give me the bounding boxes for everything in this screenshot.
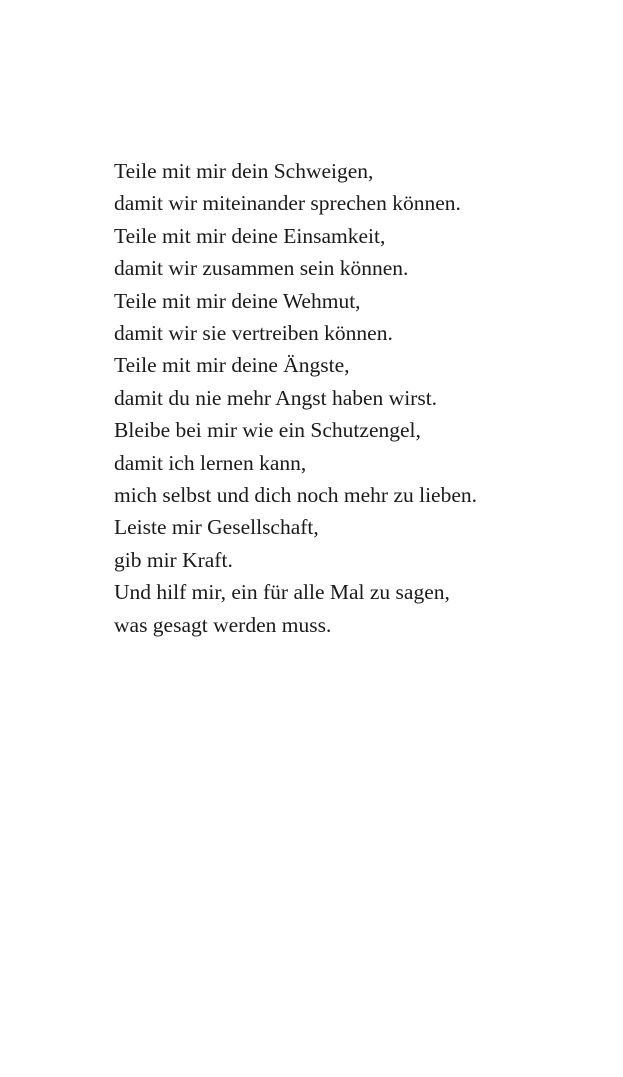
poem-line: Und hilf mir, ein für alle Mal zu sagen, (114, 580, 450, 605)
poem-line: damit wir miteinander sprechen können. (114, 191, 461, 216)
poem-line: damit du nie mehr Angst haben wirst. (114, 385, 438, 410)
poem-line: damit ich lernen kann, (114, 450, 307, 475)
poem-line: was gesagt werden muss. (114, 612, 332, 637)
poem-line: Teile mit mir deine Einsamkeit, (114, 223, 386, 248)
poem-line: Leiste mir Gesellschaft, (114, 515, 319, 540)
poem-line: Teile mit mir deine Ängste, (114, 353, 350, 378)
poem-line: gib mir Kraft. (114, 547, 233, 572)
poem-line: Teile mit mir deine Wehmut, (114, 288, 361, 313)
poem-line: damit wir zusammen sein können. (114, 256, 409, 281)
poem-line: Teile mit mir dein Schweigen, (114, 159, 374, 183)
poem-line: damit wir sie vertreiben können. (114, 321, 393, 346)
poem-text (114, 155, 594, 641)
poem-line: mich selbst und dich noch mehr zu lieben. (114, 483, 478, 508)
poem-line: Bleibe bei mir wie ein Schutzengel, (114, 418, 421, 443)
